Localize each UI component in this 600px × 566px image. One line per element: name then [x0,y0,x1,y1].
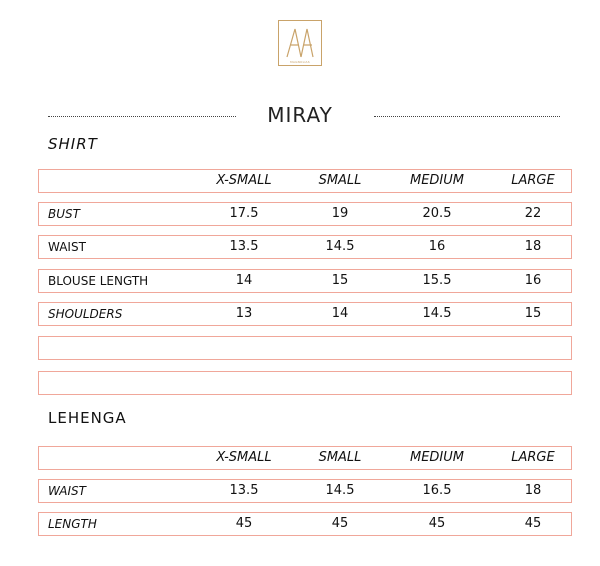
table-row [38,479,572,503]
header-small: SMALL [318,450,362,465]
row-label: SHOULDERS [48,307,123,321]
table-cell: 16 [524,273,542,288]
table-cell: 20.5 [422,206,452,221]
page-title: MIRAY [267,103,333,127]
row-label: WAIST [48,484,86,498]
row-label: BLOUSE LENGTH [48,274,149,288]
empty-row [38,336,572,360]
section-title-shirt: SHIRT [48,135,98,153]
table-cell: 15.5 [422,273,452,288]
table-cell: 18 [524,239,542,254]
header-x-small: X-SMALL [216,450,272,465]
shirt-header-row [38,169,572,193]
header-medium: MEDIUM [409,173,464,188]
table-cell: 13 [235,306,253,321]
table-cell: 15 [524,306,542,321]
row-label: WAIST [48,240,86,254]
logo-subtitle: MAGNOLIAS [290,60,310,64]
brand-logo [278,20,322,66]
section-title-lehenga: LEHENGA [48,409,127,427]
dotted-divider-right [374,116,560,117]
header-large: LARGE [511,173,555,188]
table-cell: 45 [235,516,253,531]
table-cell: 45 [331,516,349,531]
table-cell: 13.5 [229,483,259,498]
row-label: LENGTH [48,517,97,531]
table-row [38,202,572,226]
table-cell: 18 [524,483,542,498]
header-large: LARGE [511,450,555,465]
table-cell: 14 [235,273,253,288]
table-cell: 15 [331,273,349,288]
table-cell: 19 [331,206,349,221]
header-medium: MEDIUM [409,450,464,465]
table-cell: 45 [524,516,542,531]
table-cell: 14.5 [325,483,355,498]
table-cell: 14.5 [422,306,452,321]
empty-row [38,371,572,395]
table-cell: 14 [331,306,349,321]
table-row [38,235,572,259]
table-cell: 17.5 [229,206,259,221]
title-bar [0,103,600,129]
row-label: BUST [48,207,80,221]
logo-icon [279,21,321,65]
lehenga-header-row [38,446,572,470]
table-row [38,269,572,293]
table-cell: 22 [524,206,542,221]
table-cell: 13.5 [229,239,259,254]
table-row [38,302,572,326]
header-x-small: X-SMALL [216,173,272,188]
header-small: SMALL [318,173,362,188]
table-cell: 45 [428,516,446,531]
table-row [38,512,572,536]
table-cell: 16 [428,239,446,254]
table-cell: 16.5 [422,483,452,498]
table-cell: 14.5 [325,239,355,254]
